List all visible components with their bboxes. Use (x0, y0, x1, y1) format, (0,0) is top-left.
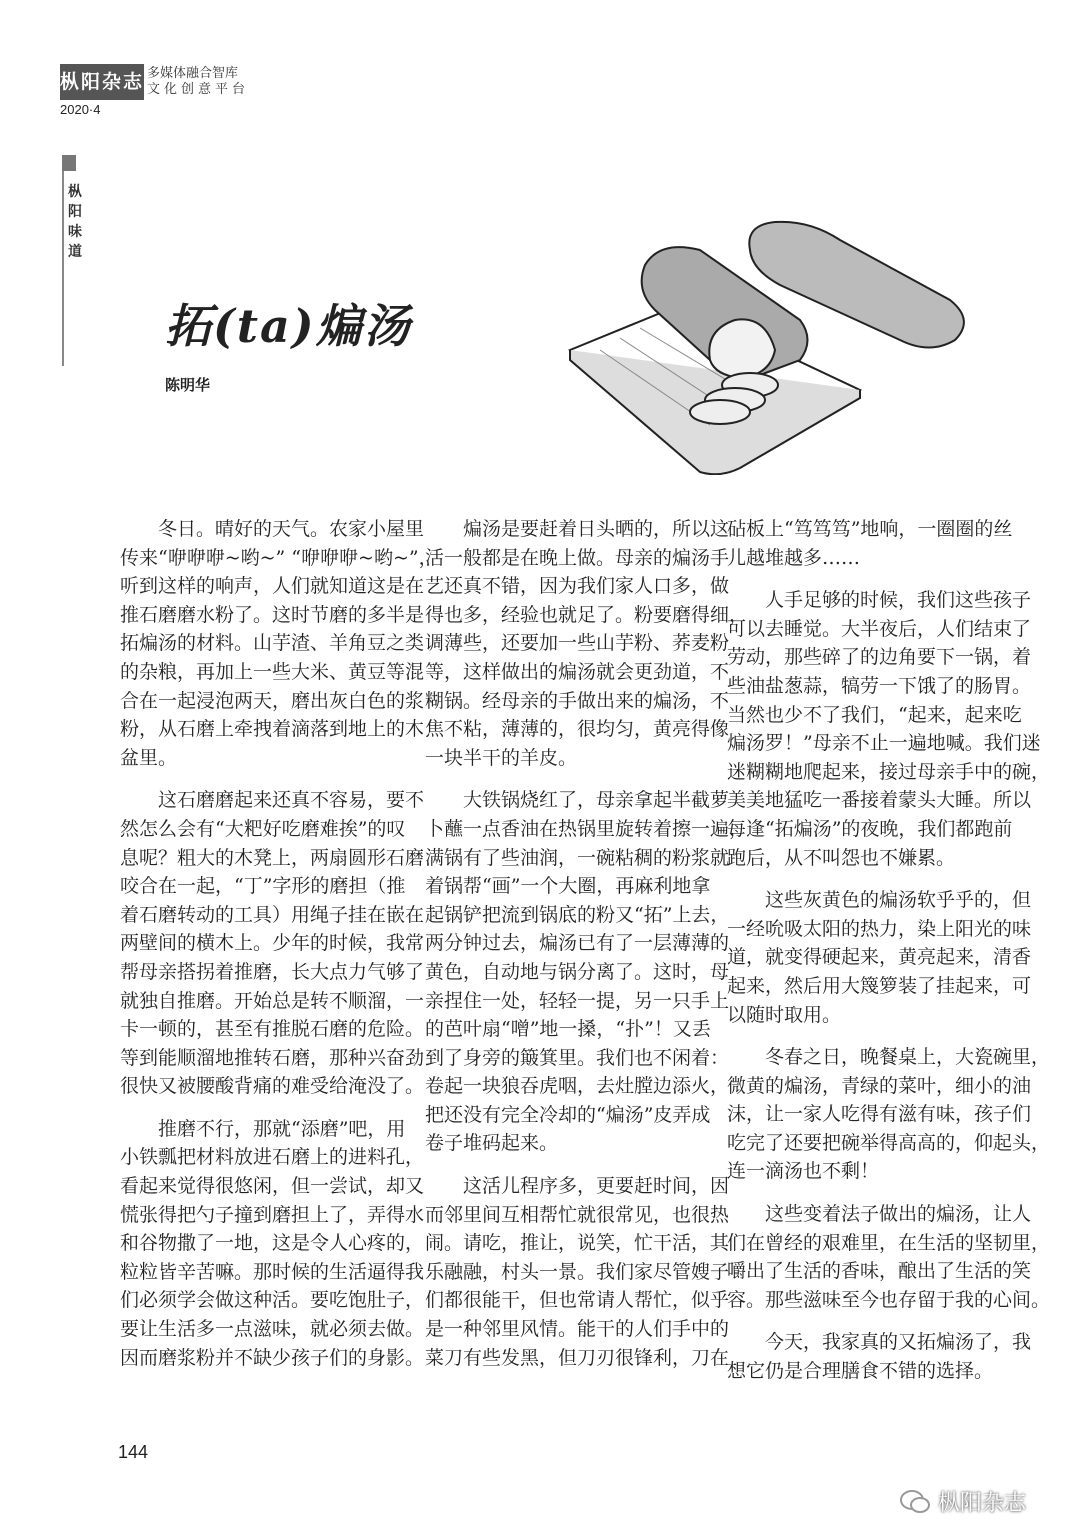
text-line: 可以去睡觉。大半夜后，人们结束了 (727, 617, 1032, 640)
text-line: 这些变着法子做出的煸汤，让人 (765, 1203, 1032, 1226)
text-line: 煸汤罗！”母亲不止一遍地喊。我们迷 (727, 732, 1041, 755)
text-line: 传来“咿咿咿~哟~” “咿咿咿~哟~”， (120, 546, 438, 569)
text-line: 两壁间的横木上。少年的时候，我常 (120, 932, 425, 955)
text-line: 道，就变得硬起来，黄亮起来，清香 (727, 946, 1032, 969)
text-line: 活一般都是在晚上做。母亲的煸汤手 (425, 546, 730, 569)
text-line: 迷糊糊地爬起来，接过母亲手中的碗， (727, 760, 1051, 783)
text-line: 一块半干的羊皮。 (425, 746, 578, 769)
text-line: 然怎么会有“大粑好吃磨难挨”的叹 (120, 817, 406, 840)
text-line: 盆里。 (120, 746, 178, 769)
text-column (425, 515, 749, 1386)
wechat-icon (900, 1489, 930, 1515)
text-line: 想它仍是合理膳食不错的选择。 (727, 1360, 994, 1383)
text-column (120, 515, 438, 1386)
paragraph (425, 1172, 730, 1372)
text-line: 嚼出了生活的香味，酿出了生活的笑 (727, 1260, 1032, 1283)
text-line: 卷起一块狼吞虎咽，去灶膛边添火， (425, 1075, 730, 1098)
tagline-line-2: 文化创意平台 (147, 82, 250, 97)
text-line: 卜蘸一点香油在热锅里旋转着擦一遍， (425, 817, 749, 840)
text-line: 推磨不行，那就“添磨”吧，用 (158, 1117, 406, 1140)
magazine-tagline (147, 66, 249, 98)
text-line: 煸汤是要赶着日头晒的，所以这 (463, 518, 730, 540)
text-line: 要让生活多一点滋味，就必须去做。 (120, 1318, 425, 1341)
text-line: 乐融融，村头一景。我们家尽管嫂子 (425, 1260, 730, 1283)
text-line: 卡一顿的，甚至有推脱石磨的危险。 (120, 1018, 425, 1041)
text-line: 劳动，那些碎了的边角要下一锅，着 (727, 646, 1032, 669)
text-line: 们在曾经的艰难里，在生活的坚韧里， (727, 1231, 1051, 1254)
text-line: 小铁瓢把材料放进石磨上的进料孔， (120, 1146, 425, 1169)
text-line: 听到这样的响声，人们就知道这是在 (120, 575, 425, 598)
text-line: 把还没有完全冷却的“煸汤”皮弄成 (425, 1103, 711, 1126)
paragraph (425, 786, 749, 1158)
paragraph (727, 1200, 1051, 1314)
text-line: 砧板上“笃笃笃”地响，一圈圈的丝 (727, 518, 1013, 540)
text-line: 儿越堆越多…… (727, 546, 861, 569)
text-line: 帮母亲搭拐着推磨，长大点力气够了 (120, 960, 425, 983)
text-line: 粉，从石磨上牵拽着滴落到地上的木 (120, 718, 425, 741)
text-line: 满锅有了些油润，一碗粘稠的粉浆就 (425, 846, 730, 869)
text-line: 冬日。晴好的天气。农家小屋里 (158, 518, 425, 540)
bread-illustration (560, 210, 980, 475)
paragraph (425, 515, 749, 772)
section-marker (62, 155, 76, 171)
paragraph (120, 786, 425, 1101)
text-line: 看起来觉得很悠闲，但一尝试，却又 (120, 1175, 425, 1198)
text-line: 粒粒皆辛苦嘛。那时候的生活逼得我 (120, 1260, 425, 1283)
text-line: 到了身旁的簸箕里。我们也不闲着： (425, 1046, 730, 1069)
text-line: 两分钟过去，煸汤已有了一层薄薄的 (425, 932, 730, 955)
text-line: 大铁锅烧红了，母亲拿起半截萝 (463, 789, 730, 812)
text-line: 起来，然后用大篾箩装了挂起来，可 (727, 974, 1032, 997)
watermark-text: 枞阳杂志 (938, 1491, 1027, 1516)
text-line: 和谷物撒了一地，这是令人心疼的， (120, 1232, 425, 1255)
text-line: 着石磨转动的工具）用绳子挂在嵌在 (120, 903, 425, 926)
text-line: 跑后，从不叫怨也不嫌累。 (727, 846, 956, 869)
text-line: 焦不粘，薄薄的，很均匀，黄亮得像 (425, 718, 730, 741)
issue-number: 2020·4 (60, 102, 101, 117)
text-line: 糊锅。经母亲的手做出来的煸汤，不 (425, 689, 730, 712)
text-line: 微黄的煸汤，青绿的菜叶，细小的油 (727, 1074, 1032, 1097)
text-line: 冬春之日，晚餐桌上，大瓷碗里， (765, 1046, 1051, 1069)
paragraph (727, 1043, 1051, 1186)
text-line: 菜刀有些发黑，但刀刃很锋利，刀在 (425, 1346, 730, 1369)
text-line: 咬合在一起，“丁”字形的磨担（推 (120, 875, 406, 898)
text-line: 沫，让一家人吃得有滋有味，孩子们 (727, 1103, 1032, 1126)
section-divider (62, 171, 64, 366)
text-line: 艺还真不错，因为我们家人口多，做 (425, 575, 730, 598)
text-line: 得也多，经验也就足了。粉要磨得细， (425, 603, 749, 626)
section-label: 枞阳味道 (68, 184, 82, 260)
text-line: 闹。请吃，推让，说笑，忙干活，其 (425, 1232, 730, 1255)
paragraph (120, 515, 438, 772)
paragraph (120, 1115, 425, 1372)
text-line: 以随时取用。 (727, 1003, 842, 1026)
text-line: 亲捏住一处，轻轻一提，另一只手上 (425, 989, 730, 1012)
paragraph (727, 886, 1032, 1029)
text-line: 起锅铲把流到锅底的粉又“拓”上去， (425, 903, 730, 926)
text-line: 推石磨磨水粉了。这时节磨的多半是 (120, 603, 425, 626)
text-line: 些油盐葱蒜，犒劳一下饿了的肠胃。 (727, 674, 1032, 697)
text-line: 就独自推磨。开始总是转不顺溜，一 (120, 989, 425, 1012)
page-number: 144 (118, 1442, 149, 1462)
text-line: 慌张得把勺子撞到磨担上了，弄得水 (120, 1203, 425, 1226)
tagline-line-1: 多媒体融合智库 (147, 66, 239, 81)
paragraph (727, 586, 1051, 872)
paragraph (727, 515, 1013, 572)
text-line: 吃完了还要把碗举得高高的，仰起头， (727, 1131, 1051, 1154)
text-line: 卷子堆码起来。 (425, 1132, 559, 1155)
magazine-logo: 枞阳杂志 (60, 64, 144, 100)
text-line: 等到能顺溜地推转石磨，那种兴奋劲 (120, 1046, 425, 1069)
watermark (900, 1486, 1026, 1517)
text-line: 美美地猛吃一番接着蒙头大睡。所以 (727, 789, 1032, 812)
text-line: 息呢？粗大的木凳上，两扇圆形石磨 (120, 846, 425, 869)
text-line: 容。那些滋味至今也存留于我的心间。 (727, 1288, 1051, 1311)
text-line: 黄色，自动地与锅分离了。这时，母 (425, 960, 730, 983)
text-line: 这活儿程序多，更要赶时间，因 (463, 1175, 730, 1198)
text-line: 很快又被腰酸背痛的难受给淹没了。 (120, 1075, 425, 1098)
text-line: 这石磨磨起来还真不容易，要不 (158, 789, 425, 812)
text-line: 等，这样做出的煸汤就会更劲道，不 (425, 660, 730, 683)
text-line: 今天，我家真的又拓煸汤了，我 (765, 1331, 1032, 1354)
text-line: 的芭叶扇“噌”地一搡，“扑”！又丢 (425, 1018, 711, 1041)
text-line: 们都很能干，但也常请人帮忙，似乎 (425, 1289, 730, 1312)
text-line: 这些灰黄色的煸汤软乎乎的，但 (765, 889, 1032, 912)
text-line: 们必须学会做这种活。要吃饱肚子， (120, 1289, 425, 1312)
text-line: 连一滴汤也不剩！ (727, 1160, 880, 1183)
text-line: 一经吮吸太阳的热力，染上阳光的味 (727, 917, 1032, 940)
text-line: 拓煸汤的材料。山芋渣、羊角豆之类 (120, 632, 425, 655)
text-line: 合在一起浸泡两天，磨出灰白色的浆 (120, 689, 425, 712)
text-line: 是一种邻里风情。能干的人们手中的 (425, 1318, 730, 1341)
text-line: 每逢“拓煸汤”的夜晚，我们都跑前 (727, 817, 1013, 840)
text-line: 因而磨浆粉并不缺少孩子们的身影。 (120, 1346, 425, 1369)
text-column (727, 515, 1051, 1400)
text-line: 的杂粮，再加上一些大米、黄豆等混 (120, 660, 425, 683)
article-title: 拓(ta)煸汤 (165, 299, 412, 353)
text-line: 而邻里间互相帮忙就很常见，也很热 (425, 1203, 730, 1226)
text-line: 调薄些，还要加一些山芋粉、荞麦粉 (425, 632, 730, 655)
text-line: 当然也少不了我们，“起来，起来吃 (727, 703, 1022, 726)
text-line: 着锅帮“画”一个大圈，再麻利地拿 (425, 875, 711, 898)
paragraph (727, 1328, 1032, 1385)
article-author: 陈明华 (165, 376, 211, 394)
text-line: 人手足够的时候，我们这些孩子 (765, 589, 1032, 612)
